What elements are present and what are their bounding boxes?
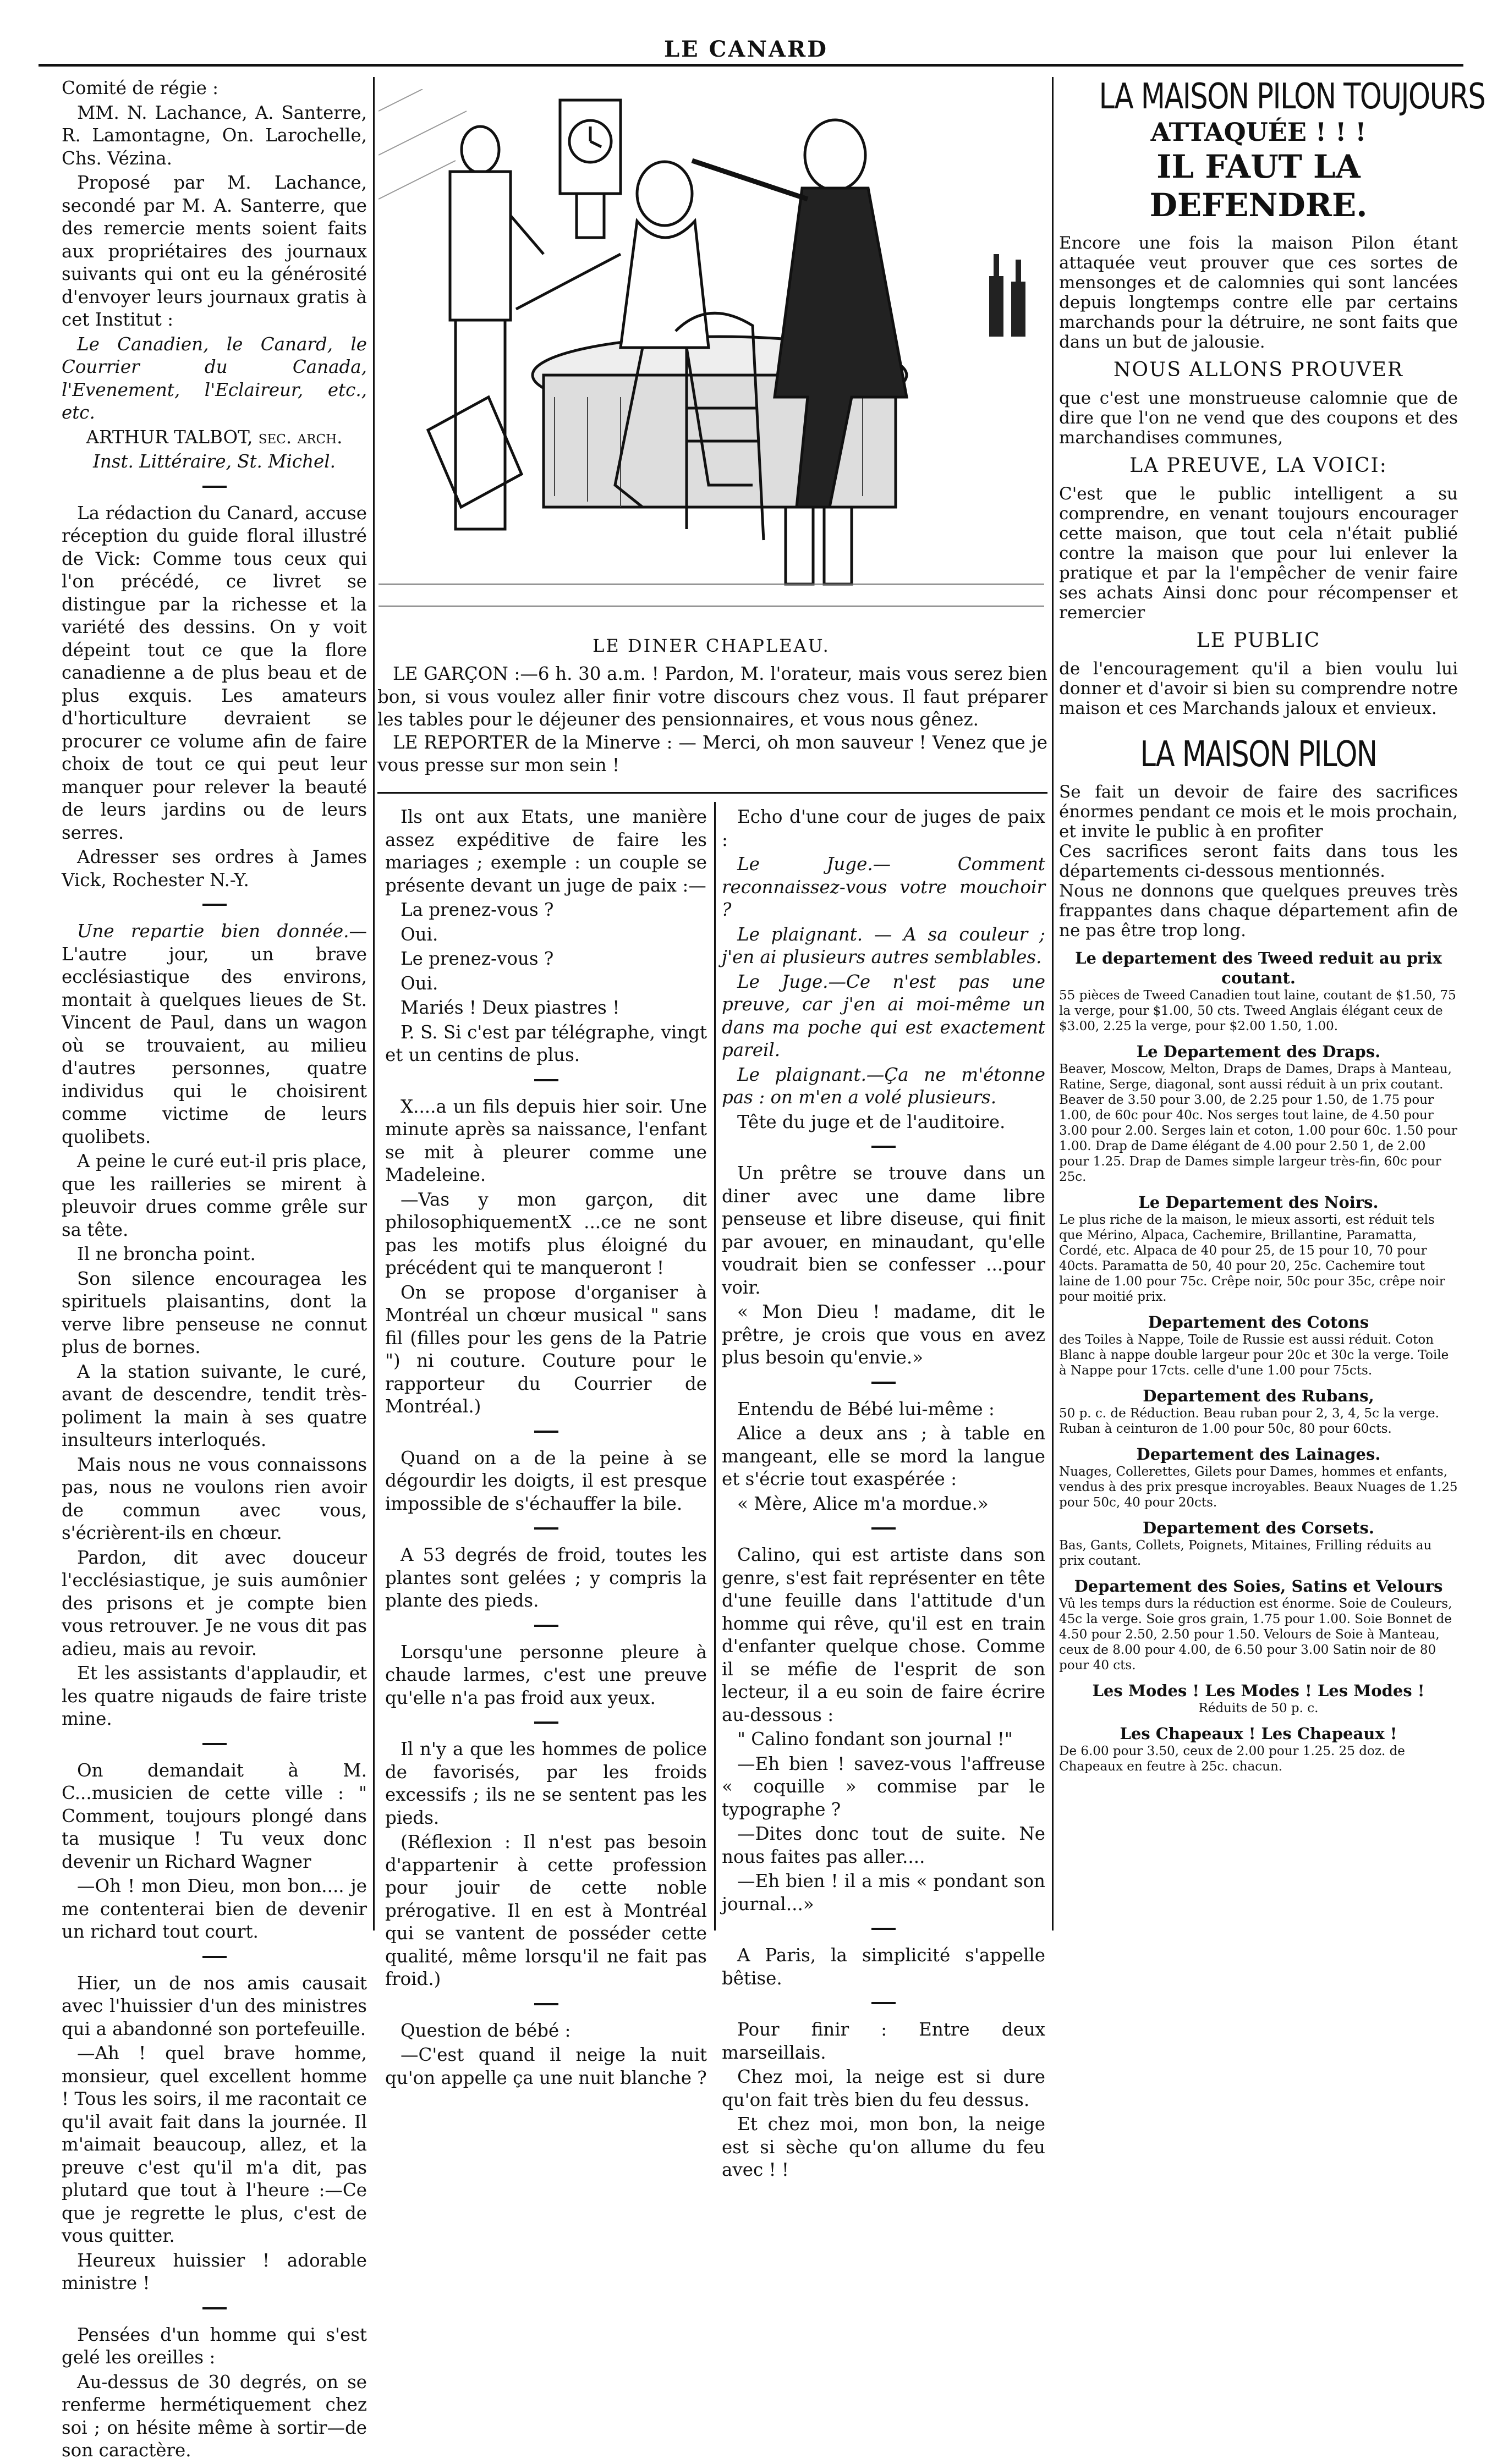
paragraph: Au-dessus de 30 degrés, on se renferme hermétiquement chez soi ; on hésite même à sortir—de son caractère.: [62, 2371, 367, 2461]
ad-brand: LA MAISON PILON: [1140, 734, 1377, 775]
ad-heading: LA PREUVE, LA VOICI:: [1129, 454, 1387, 477]
department-text: De 6.00 pour 3.50, ceux de 2.00 pour 1.25. 25 doz. de Chapeaux en feutre à 25c. chacun.: [1059, 1744, 1405, 1774]
redaction-paragraph: La rédaction du Canard, accuse réception du guide floral illustré de Vick: Comme tous ceux qui l'on précédé, ce livret se distingue par la richesse et la variété des dessins. On y voit dépeint tout ce que la flore canadienne a de plus beau et de plus exquis. Les amateurs d'horticulture devraient se procurer ce volume afin de faire choix de tout ce qui peut leur manquer pour relever la beauté de leurs jardins ou de leurs serres.: [62, 502, 367, 843]
ad-heading: IL FAUT LA DEFENDRE.: [1149, 148, 1368, 224]
department-heading: Departement des Soies, Satins et Velours: [1074, 1577, 1443, 1596]
paragraph: —Ah ! quel brave homme, monsieur, quel excellent homme ! Tous les soirs, il me racontait ce qu'il avait fait dans la journée. Il m'aimait beaucoup, allez, et la preuve c'est qu'il m'a dit, pas plutard que tout à l'heure :—Ce que je regrette le plus, c'est de vous quitter.: [62, 2043, 367, 2246]
separator: [871, 2002, 896, 2004]
paragraph: Oui.: [401, 923, 438, 945]
department-heading: Le departement des Tweed reduit au prix coutant.: [1075, 949, 1442, 987]
paragraph: Pour finir : Entre deux marseillais.: [722, 2019, 1045, 2063]
department-text: Vû les temps durs la réduction est énorme. Soie de Couleurs, 45c la verge. Soie gros grain, 1.75 pour 1.00. Soie Bonnet de 4.50 pour 2.50, 2.50 pour 1.50. Velours de Soie à Manteau, ceux de 8.00 pour 4.00, de 6.50 pour 3.00 Satin noir de 80 pour 40 cts.: [1059, 1597, 1452, 1673]
ad-heading: LE PUBLIC: [1196, 629, 1321, 652]
separator: [534, 1527, 558, 1530]
pilon-advertisement: [1059, 76, 1485, 1774]
paragraph: Tête du juge et de l'auditoire.: [737, 1111, 1006, 1132]
paragraph: Calino, qui est artiste dans son genre, s'est fait représenter en tête d'une feuille dans l'attitude d'un homme qui rêve, qu'il est en train d'enfanter quelque chose. Comme il se méfie de l'esprit de son lecteur, il a eu soin de faire écrire au-dessous :: [722, 1544, 1045, 1725]
paragraph: —Eh bien ! il a mis « pondant son journal...»: [722, 1871, 1045, 1915]
masthead: LE CANARD: [664, 36, 828, 62]
section-rule: [377, 792, 1047, 794]
paragraph: Le plaignant.—Ça ne m'étonne pas : on m'en a volé plusieurs.: [722, 1064, 1045, 1108]
paragraph: Oui.: [401, 972, 438, 994]
paragraph: Heureux huissier ! adorable ministre !: [62, 2250, 367, 2294]
comite-title: Comité de régie :: [62, 78, 219, 98]
ad-paragraph: de l'encouragement qu'il a bien voulu lui donner et d'avoir si bien su comprendre notre maison et ces Marchands jaloux et envieux.: [1059, 659, 1458, 718]
column-1: [62, 77, 367, 2464]
department-text: Le plus riche de la maison, le mieux assorti, est réduit tels que Mérino, Alpaca, Cachemire, Brillantine, Paramatta, Cordé, etc. Alpaca de 40 pour 25, de 15 pour 10, 70 pour 40cts. Paramatta de 50, 40 pour 20, 25c. Cachemire tout laine de 1.00 pour 75c. Crêpe noir, 50c pour 35c, crêpe noir pour moitié prix.: [1059, 1213, 1445, 1304]
paragraph: Echo d'une cour de juges de paix :: [722, 806, 1045, 850]
paragraph: Et chez moi, mon bon, la neige est si sèche qu'on allume du feu avec ! !: [722, 2114, 1045, 2180]
paragraph: —Eh bien ! savez-vous l'affreuse « coquille » commise par le typographe ?: [722, 1753, 1045, 1820]
separator: [871, 1928, 896, 1930]
paragraph: Mais nous ne vous connaissons pas, nous ne voulons rien avoir de commun avec vous, s'écrièrent-ils en chœur.: [62, 1454, 367, 1543]
garcon-line: LE GARÇON :—6 h. 30 a.m. ! Pardon, M. l'orateur, mais vous serez bien bon, si vous voulez aller finir votre discours chez vous. Il faut préparer les tables pour le déjeuner des pensionnaires, et vous nous gênez.: [377, 663, 1047, 730]
paragraph: On se propose d'organiser à Montréal un chœur musical " sans fil (filles pour les gens de la Patrie ") ni couture. Couture pour le rapporteur du Courrier de Montréal.): [385, 1282, 707, 1417]
paragraph: Son silence encouragea les spirituels plaisantins, dont la verve libre penseuse ne connut plus de bornes.: [62, 1268, 367, 1357]
paragraph: Un prêtre se trouve dans un diner avec une dame libre penseuse et libre diseuse, qui finit par avouer, en minaudant, qu'elle voudrait bien se confesser ...pour voir.: [722, 1163, 1045, 1298]
paragraph: A 53 degrés de froid, toutes les plantes sont gelées ; y compris la plante des pieds.: [385, 1544, 707, 1611]
illustration-caption: LE DINER CHAPLEAU.: [593, 635, 830, 656]
department-heading: Departement des Rubans,: [1143, 1387, 1374, 1405]
column-rule: [1052, 77, 1054, 1931]
paragraph: (Réflexion : Il n'est pas besoin d'appartenir à cette profession pour jouir de cette noble prérogative. Il en est à Montréal qui se vantent de posséder cette qualité, même lorsqu'il ne fait pas froid.): [385, 1832, 707, 1989]
propose-paragraph: Proposé par M. Lachance, secondé par M. A. Santerre, que des remercie ments soient faits aux propriétaires des journaux suivants qui ont eu la générosité d'envoyer leurs journaux gratis à cet Institut :: [62, 172, 367, 330]
department-heading: Departement des Cotons: [1148, 1313, 1369, 1332]
paragraph: A la station suivante, le curé, avant de descendre, tendit très-poliment la main à ses quatre insulteurs interloqués.: [62, 1361, 367, 1450]
paragraph: A Paris, la simplicité s'appelle bêtise.: [722, 1945, 1045, 1989]
ad-heading: NOUS ALLONS PROUVER: [1113, 359, 1403, 381]
separator: [202, 904, 227, 906]
separator: [202, 2307, 227, 2309]
department-heading: Le Departement des Draps.: [1136, 1042, 1381, 1061]
wagner-paragraph: On demandait à M. C...musicien de cette ville : " Comment, toujours plongé dans ta musique ! Tu veux donc devenir un Richard Wagner: [62, 1759, 367, 1872]
paragraph: " Calino fondant son journal !": [737, 1729, 1013, 1750]
department-heading: Departement des Corsets.: [1143, 1519, 1374, 1537]
paragraph: Chez moi, la neige est si dure qu'on fait très bien du feu dessus.: [722, 2066, 1045, 2110]
department-text: des Toiles à Nappe, Toile de Russie est aussi réduit. Coton Blanc à nappe double largeur pour 20c et 30c la verge. Toile à Nappe pour 17cts. celle d'une 1.00 pour 75cts.: [1059, 1333, 1449, 1378]
adresser-paragraph: Adresser ses ordres à James Vick, Rochester N.-Y.: [62, 846, 367, 890]
department-text: Beaver, Moscow, Melton, Draps de Dames, Draps à Manteau, Ratine, Serge, diagonal, sont aussi réduit à un prix coutant. Beaver de 3.50 pour 3.00, de 2.25 pour 1.50, de 1.75 pour 1.00, de 60c pour 40c. Nos serges tout laine, de 4.50 pour 3.00 pour 2.00. Serges lain et coton, 1.00 pour 60c. 1.50 pour 1.00. Drap de Dame élégant de 4.00 pour 2.50 1, de 2.00 pour 1.25. Drap de Dames simple largeur très-fin, 60c pour 25c.: [1059, 1062, 1457, 1184]
column-rule: [714, 802, 716, 1931]
paragraph: —Dites donc tout de suite. Ne nous faites pas aller....: [722, 1823, 1045, 1867]
department-text: Réduits de 50 p. c.: [1198, 1701, 1319, 1715]
paragraph: Lorsqu'une personne pleure à chaude larmes, c'est une preuve qu'elle n'a pas froid aux yeux.: [385, 1641, 707, 1708]
ad-headline: LA MAISON PILON TOUJOURS: [1099, 76, 1485, 117]
paragraph: Le plaignant. — A sa couleur ; j'en ai plusieurs autres semblables.: [722, 923, 1045, 967]
paragraph: —Vas y mon garçon, dit philosophiquementX ...ce ne sont pas les motifs plus éloigné du précédent qui te manqueront !: [385, 1189, 707, 1278]
paragraph: Mariés ! Deux piastres !: [401, 997, 620, 1018]
paragraph: « Mère, Alice m'a mordue.»: [737, 1493, 989, 1514]
separator: [871, 1146, 896, 1148]
separator: [534, 1722, 558, 1724]
journaux-paragraph: Le Canadien, le Canard, le Courrier du Canada, l'Evenement, l'Eclaireur, etc., etc.: [62, 333, 367, 423]
paragraph: Le prenez-vous ?: [401, 948, 554, 969]
top-rule: [39, 64, 1463, 67]
separator: [534, 1431, 558, 1433]
department-text: Nuages, Collerettes, Gilets pour Dames, hommes et enfants, vendus à des prix presque incroyables. Beaux Nuages de 1.25 pour 50c, 40 pour 20cts.: [1059, 1465, 1458, 1510]
institut: Inst. Littéraire, St. Michel.: [93, 451, 336, 472]
ad-paragraph: C'est que le public intelligent a su comprendre, en venant toujours encourager cette maison, que tout cela n'était publié contre la maison que pour lui enlever la pratique et par la l'empêcher de venir faire ses achats Ainsi donc pour récompenser et remercier: [1059, 484, 1458, 623]
paragraph: Le Juge.— Comment reconnaissez-vous votre mouchoir ?: [722, 854, 1045, 920]
column-rule: [373, 77, 375, 1931]
paragraph: A peine le curé eut-il pris place, que les railleries se mirent à pleuvoir drues comme grêle sur sa tête.: [62, 1151, 367, 1240]
separator: [202, 486, 227, 488]
paragraph: —C'est quand il neige la nuit qu'on appelle ça une nuit blanche ?: [385, 2044, 707, 2088]
engraving-illustration: [379, 89, 1044, 639]
column-3: [722, 806, 1045, 2184]
signature: ARTHUR TALBOT, sec. arch.: [86, 426, 343, 448]
ad-paragraph: que c'est une monstrueuse calomnie que de dire que l'on ne vend que des coupons et des marchandises communes,: [1059, 388, 1458, 448]
paragraph: Quand on a de la peine à se dégourdir les doigts, il est presque impossible de s'échauffer la bile.: [385, 1447, 707, 1514]
department-text: Bas, Gants, Collets, Poignets, Mitaines, Frilling réduits au prix coutant.: [1059, 1538, 1432, 1568]
separator: [871, 1382, 896, 1384]
separator: [871, 1527, 896, 1530]
paragraph: Il n'y a que les hommes de police de favorisés, par les froids excessifs ; ils ne se sentent pas les pieds.: [385, 1739, 707, 1828]
ad-paragraph: Ces sacrifices seront faits dans tous les départements ci-dessous mentionnés.: [1059, 842, 1458, 881]
paragraph: Pardon, dit avec douceur l'ecclésiastique, je suis aumônier des prisons et je compte bien vous retrouver. Je ne vous dit pas adieu, mais au revoir.: [62, 1547, 367, 1659]
paragraph: Il ne broncha point.: [77, 1244, 256, 1264]
repartie-paragraph: Une repartie bien donnée.—L'autre jour, un brave ecclésiastique des environs, montait à quelques lieues de St. Vincent de Paul, dans un wagon où se trouvaient, au milieu d'autres personnes, quatre individus qui le choisirent comme victime de leurs quolibets.: [62, 921, 367, 1147]
huissier-paragraph: Hier, un de nos amis causait avec l'huissier d'un des ministres qui a abandonné son portefeuille.: [62, 1972, 367, 2039]
department-heading: Les Chapeaux ! Les Chapeaux !: [1120, 1724, 1397, 1743]
pensees-paragraph: Pensées d'un homme qui s'est gelé les oreilles :: [62, 2324, 367, 2368]
department-text: 50 p. c. de Réduction. Beau ruban pour 2, 3, 4, 5c la verge. Ruban à ceinturon de 1.00 pour 50c, 80 pour 60cts.: [1059, 1406, 1439, 1436]
illustration-dialog: [377, 663, 1047, 777]
department-heading: Le Departement des Noirs.: [1138, 1193, 1379, 1212]
column-2: [385, 806, 707, 2091]
paragraph: P. S. Si c'est par télégraphe, vingt et un centins de plus.: [385, 1021, 707, 1065]
reporter-line: LE REPORTER de la Minerve : — Merci, oh mon sauveur ! Venez que je vous presse sur mon sein !: [377, 732, 1047, 776]
paragraph: Et les assistants d'applaudir, et les quatre nigauds de faire triste mine.: [62, 1663, 367, 1729]
department-heading: Les Modes ! Les Modes ! Les Modes !: [1092, 1681, 1425, 1700]
paragraph: Question de bébé :: [401, 2020, 571, 2041]
department-text: 55 pièces de Tweed Canadien tout laine, coutant de $1.50, 75 la verge, pour $1.00, 50 cts. Tweed Anglais élégant ceux de $3.00, 2.25 la verge, pour $2.00 1.50, 1.00.: [1059, 988, 1456, 1033]
paragraph: Entendu de Bébé lui-même :: [737, 1398, 995, 1420]
paragraph: « Mon Dieu ! madame, dit le prêtre, je crois que vous en avez plus besoin qu'envie.»: [722, 1301, 1045, 1368]
ad-paragraph: Nous ne donnons que quelques preuves très frappantes dans chaque département afin de ne pas être trop long.: [1059, 881, 1458, 941]
paragraph: La prenez-vous ?: [401, 899, 554, 920]
separator: [534, 1625, 558, 1627]
separator: [202, 1743, 227, 1745]
separator: [534, 2003, 558, 2005]
paragraph: X....a un fils depuis hier soir. Une minute après sa naissance, l'enfant se mit à pleurer comme une Madeleine.: [385, 1096, 707, 1185]
paragraph: Le Juge.—Ce n'est pas une preuve, car j'en ai moi-même un dans ma poche qui est exactement pareil.: [722, 971, 1045, 1060]
department-heading: Departement des Lainages.: [1136, 1445, 1381, 1464]
paragraph: Ils ont aux Etats, une manière assez expéditive de faire les mariages ; exemple : un couple se présente devant un juge de paix :—: [385, 806, 707, 896]
ad-paragraph: Se fait un devoir de faire des sacrifices énormes pendant ce mois et le mois prochain, et invite le public à en profiter: [1059, 782, 1458, 842]
paragraph: —Oh ! mon Dieu, mon bon.... je me contenterai bien de devenir un richard tout court.: [62, 1876, 367, 1942]
ad-paragraph: Encore une fois la maison Pilon étant attaquée veut prouver que ces sortes de mensonges et de calomnies qui sont lancées depuis longtemps contre elle par certains marchands pour la détruire, ne sont faits que dans un but de jalousie.: [1059, 233, 1458, 352]
separator: [534, 1079, 558, 1081]
separator: [202, 1956, 227, 1958]
ad-subheadline: ATTAQUÉE ! ! !: [1150, 117, 1367, 147]
comite-members: MM. N. Lachance, A. Santerre, R. Lamontagne, On. Larochelle, Chs. Vézina.: [62, 102, 367, 169]
paragraph: Alice a deux ans ; à table en mangeant, elle se mord la langue et s'écrie tout exaspérée :: [722, 1423, 1045, 1489]
